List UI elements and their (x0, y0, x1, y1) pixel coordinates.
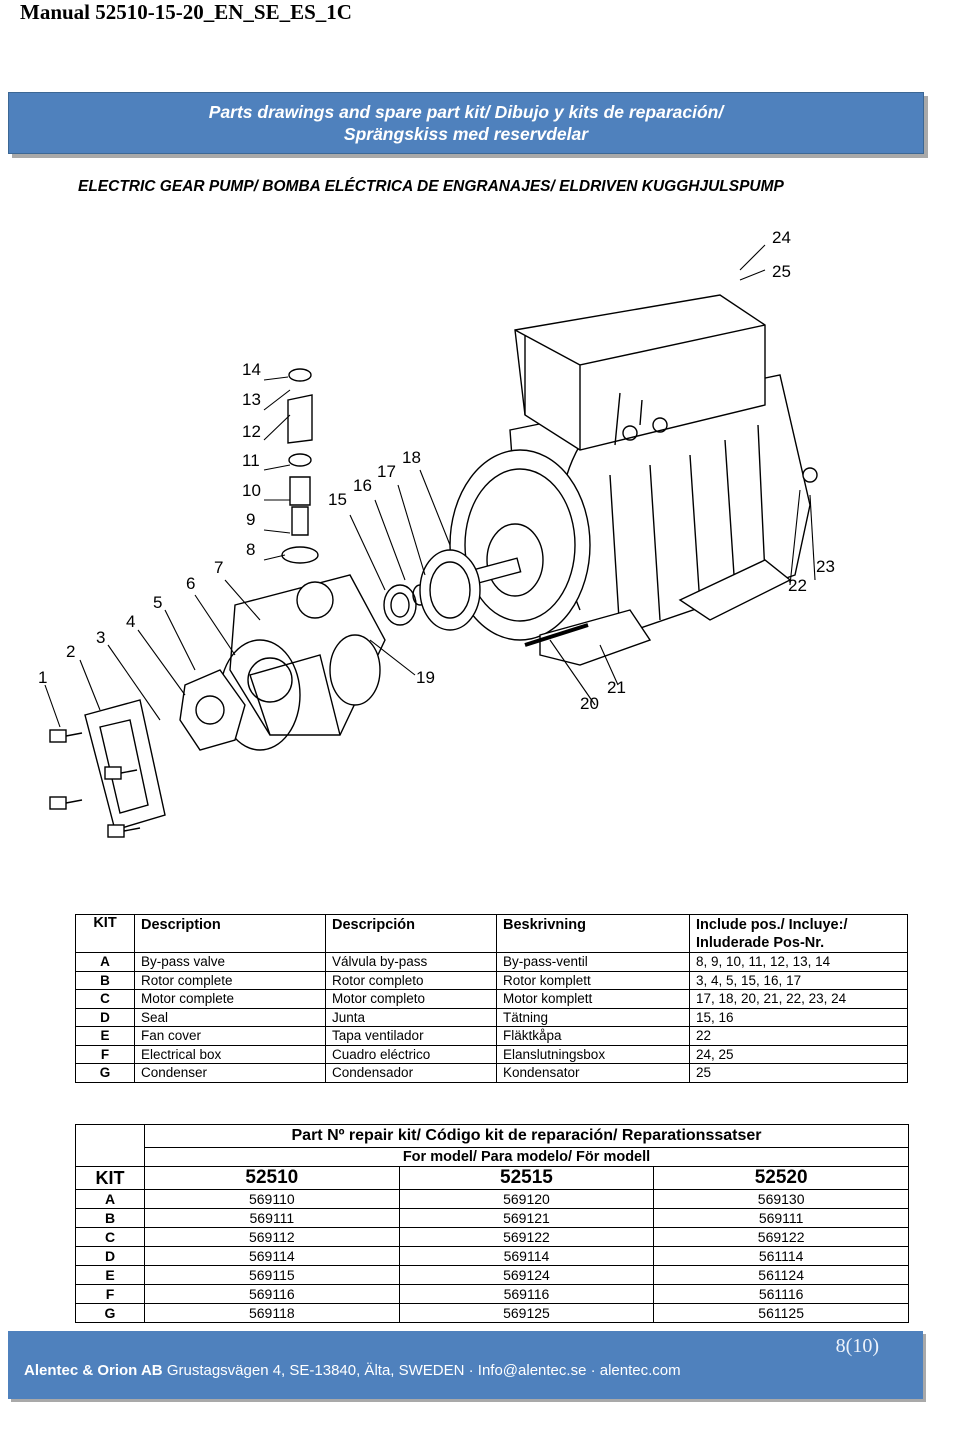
table-cell: 22 (690, 1027, 908, 1046)
callout-label: 1 (38, 668, 48, 687)
table-cell: Kondensator (497, 1064, 690, 1083)
table-cell: D (76, 1008, 135, 1027)
table-cell: 569110 (145, 1190, 400, 1209)
blank-cell (76, 1148, 145, 1167)
callout-label: 7 (214, 558, 224, 577)
table-header-row (76, 915, 908, 953)
table-row (76, 1045, 908, 1064)
table-cell: 25 (690, 1064, 908, 1083)
callout-label: 14 (242, 360, 261, 379)
table-cell: G (76, 1304, 145, 1323)
table-title: Part Nº repair kit/ Código kit de reparación/ Reparationssatser (145, 1125, 909, 1148)
table-cell: 569116 (145, 1285, 400, 1304)
table-cell: F (76, 1285, 145, 1304)
callout-label: 11 (242, 451, 260, 470)
callout-label: 5 (153, 593, 163, 612)
callout-label: 21 (607, 678, 626, 697)
callout-label: 17 (377, 462, 396, 481)
table-cell: 561116 (654, 1285, 909, 1304)
blank-cell (76, 1125, 145, 1148)
table-cell: 569122 (654, 1228, 909, 1247)
table-cell: 569114 (399, 1247, 654, 1266)
page-footer (8, 1331, 923, 1399)
table-row (76, 1064, 908, 1083)
table-cell: 17, 18, 20, 21, 22, 23, 24 (690, 990, 908, 1009)
table-cell: Fläktkåpa (497, 1027, 690, 1046)
table-cell: Rotor komplett (497, 971, 690, 990)
document-title: Manual 52510-15-20_EN_SE_ES_1C (20, 0, 352, 24)
callout-label: 25 (772, 262, 791, 281)
column-header: Include pos./ Incluye:/ Inluderade Pos-Nr. (690, 915, 908, 953)
kit-column-header: KIT (76, 1167, 145, 1190)
callout-label: 22 (788, 576, 807, 595)
callout-label: 8 (246, 540, 256, 559)
table-cell: Rotor complete (135, 971, 326, 990)
table-cell: 569120 (399, 1190, 654, 1209)
table-cell: Rotor completo (326, 971, 497, 990)
callout-label: 13 (242, 390, 261, 409)
pump-housing (230, 575, 385, 735)
table-cell: E (76, 1266, 145, 1285)
callout-label: 3 (96, 628, 106, 647)
table-cell: 24, 25 (690, 1045, 908, 1064)
table-row (76, 1008, 908, 1027)
table-cell: 561114 (654, 1247, 909, 1266)
page-number: 8(10) (835, 1335, 879, 1357)
company-name: Alentec & Orion AB (24, 1362, 163, 1379)
table-subtitle-row (76, 1148, 909, 1167)
table-cell: Tapa ventilador (326, 1027, 497, 1046)
table-cell: 569112 (145, 1228, 400, 1247)
table-cell: 569122 (399, 1228, 654, 1247)
table-cell: 569114 (145, 1247, 400, 1266)
table-row (76, 1027, 908, 1046)
table-cell: B (76, 1209, 145, 1228)
company-address: Grustagsvägen 4, SE-13840, Älta, SWEDEN · Info@alentec.se · alentec.com (166, 1362, 681, 1379)
column-header: Description (135, 915, 326, 953)
footer-contact (24, 1362, 681, 1379)
table-cell: Condenser (135, 1064, 326, 1083)
table-cell: 3, 4, 5, 15, 16, 17 (690, 971, 908, 990)
table-row (76, 1190, 909, 1209)
table-cell: Tätning (497, 1008, 690, 1027)
exploded-parts-drawing (20, 215, 940, 875)
table-cell: A (76, 1190, 145, 1209)
callout-label: 19 (416, 668, 435, 687)
table-row (76, 971, 908, 990)
table-cell: G (76, 1064, 135, 1083)
table-cell: 569116 (399, 1285, 654, 1304)
table-row (76, 1228, 909, 1247)
table-cell: 569115 (145, 1266, 400, 1285)
table-cell: C (76, 990, 135, 1009)
table-cell: 569111 (654, 1209, 909, 1228)
kit-contents-table (75, 914, 908, 1083)
model-column-header: 52520 (654, 1167, 909, 1190)
table-cell: Motor completo (326, 990, 497, 1009)
table-subtitle: For model/ Para modelo/ För modell (145, 1148, 909, 1167)
table-cell: Seal (135, 1008, 326, 1027)
callout-label: 2 (66, 642, 76, 661)
callout-label: 6 (186, 574, 196, 593)
banner-line-1: Parts drawings and spare part kit/ Dibujo y kits de reparación/ (208, 102, 724, 122)
banner-line-2: Sprängskiss med reservdelar (343, 124, 589, 144)
table-cell: 569121 (399, 1209, 654, 1228)
table-cell: Válvula by-pass (326, 953, 497, 972)
table-cell: 561125 (654, 1304, 909, 1323)
table-cell: B (76, 971, 135, 990)
column-header: KIT (76, 915, 135, 953)
table-cell: 569130 (654, 1190, 909, 1209)
callout-label: 10 (242, 481, 261, 500)
callout-label: 12 (242, 422, 261, 441)
table-cell: 8, 9, 10, 11, 12, 13, 14 (690, 953, 908, 972)
table-cell: By-pass-ventil (497, 953, 690, 972)
table-row (76, 1209, 909, 1228)
table-cell: 15, 16 (690, 1008, 908, 1027)
table-row (76, 1304, 909, 1323)
table-cell: 569111 (145, 1209, 400, 1228)
table-row (76, 1285, 909, 1304)
repair-kit-part-number-table (75, 1124, 909, 1323)
pump-title: ELECTRIC GEAR PUMP/ BOMBA ELÉCTRICA DE ENGRANAJES/ ELDRIVEN KUGGHJULSPUMP (78, 178, 784, 195)
table-cell: F (76, 1045, 135, 1064)
callout-label: 18 (402, 448, 421, 467)
callout-label: 9 (246, 510, 256, 529)
table-cell: Cuadro eléctrico (326, 1045, 497, 1064)
table-cell: Fan cover (135, 1027, 326, 1046)
table-cell: Elanslutningsbox (497, 1045, 690, 1064)
table-cell: 561124 (654, 1266, 909, 1285)
table-cell: E (76, 1027, 135, 1046)
table-cell: Condensador (326, 1064, 497, 1083)
table-cell: Motor complete (135, 990, 326, 1009)
column-header: Beskrivning (497, 915, 690, 953)
section-banner (8, 92, 924, 154)
table-row (76, 1266, 909, 1285)
callout-label: 24 (772, 228, 791, 247)
table-cell: C (76, 1228, 145, 1247)
model-column-header: 52510 (145, 1167, 400, 1190)
callout-label: 4 (126, 612, 136, 631)
table-header-row (76, 1167, 909, 1190)
table-cell: D (76, 1247, 145, 1266)
callout-label: 23 (816, 557, 835, 576)
table-cell: A (76, 953, 135, 972)
column-header: Descripción (326, 915, 497, 953)
callout-label: 15 (328, 490, 347, 509)
table-row (76, 1247, 909, 1266)
table-cell: Junta (326, 1008, 497, 1027)
table-cell: By-pass valve (135, 953, 326, 972)
callout-label: 16 (353, 476, 372, 495)
table-cell: Motor komplett (497, 990, 690, 1009)
table-cell: 569124 (399, 1266, 654, 1285)
table-cell: 569125 (399, 1304, 654, 1323)
callout-label: 20 (580, 694, 599, 713)
model-column-header: 52515 (399, 1167, 654, 1190)
table-title-row (76, 1125, 909, 1148)
table-cell: 569118 (145, 1304, 400, 1323)
table-row (76, 990, 908, 1009)
table-cell: Electrical box (135, 1045, 326, 1064)
table-row (76, 953, 908, 972)
